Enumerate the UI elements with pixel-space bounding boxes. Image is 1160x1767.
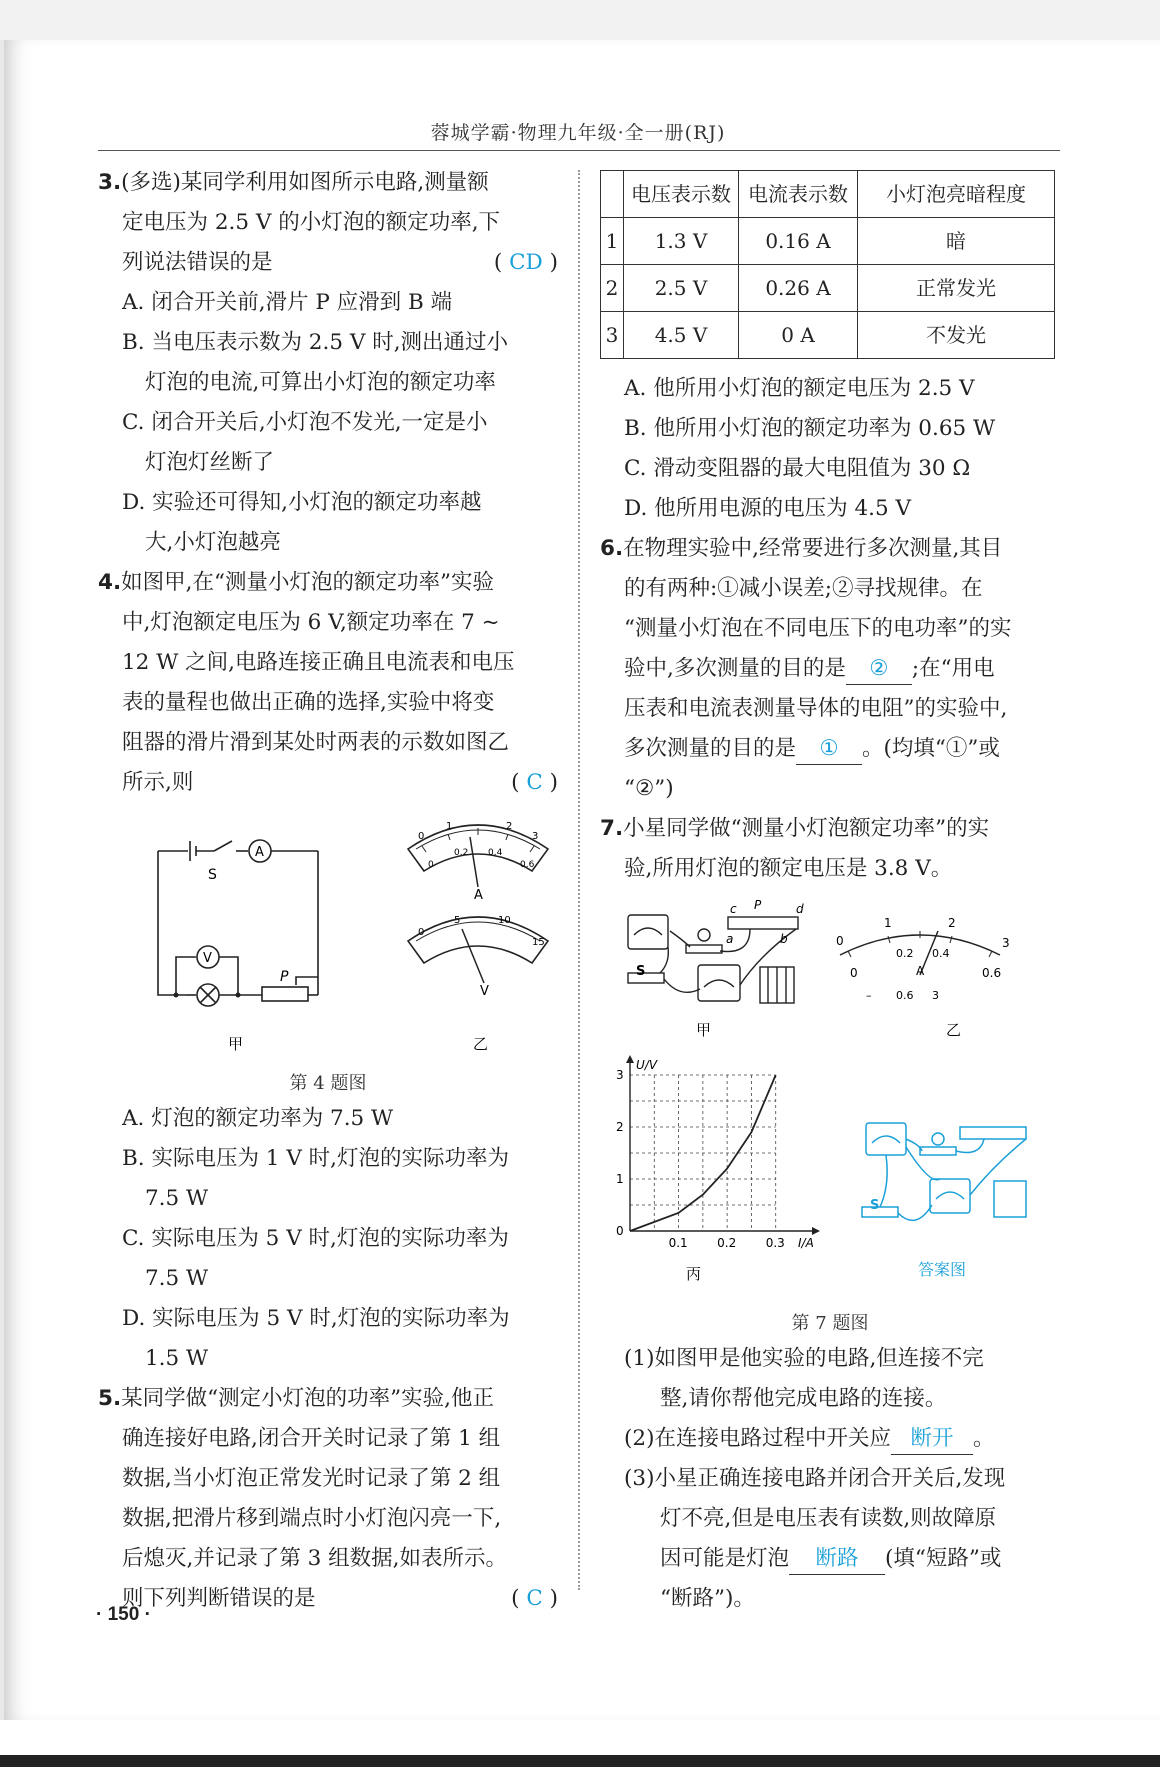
rheostat-body xyxy=(728,917,798,929)
q4-line-5: 阻器的滑片滑到某处时两表的示数如图乙 xyxy=(122,730,510,755)
svg-text:0: 0 xyxy=(418,831,425,842)
label-a-circuit: A xyxy=(255,845,264,860)
q7-ui-chart xyxy=(616,1055,820,1250)
y-axis-arrow xyxy=(626,1055,634,1063)
label-p: P xyxy=(280,969,289,985)
ammeter-dial xyxy=(408,821,548,903)
y-tick-label: 2 xyxy=(616,1120,624,1134)
x-tick-label: 0.2 xyxy=(717,1236,737,1250)
svg-text:P: P xyxy=(754,898,762,912)
svg-text:0: 0 xyxy=(836,934,844,948)
header-rule xyxy=(98,150,1060,151)
q3-line-2: 定电压为 2.5 V 的小灯泡的额定功率,下 xyxy=(122,210,501,235)
svg-text:b: b xyxy=(780,932,788,946)
q7-sub3-cont-3: “断路”)。 xyxy=(660,1586,755,1611)
q4-caption: 第 4 题图 xyxy=(289,1073,367,1094)
x-tick-label: 0.3 xyxy=(765,1236,785,1250)
label-s: S xyxy=(208,867,217,883)
y-axis-label: U/V xyxy=(636,1058,658,1072)
q5-line-2: 确连接好电路,闭合开关时记录了第 1 组 xyxy=(122,1426,501,1451)
svg-text:0.6: 0.6 xyxy=(896,989,914,1002)
q4-answer: ( C ) xyxy=(511,770,558,795)
svg-text:0.6: 0.6 xyxy=(520,860,535,870)
q3-line-1: 3.(多选)某同学利用如图所示电路,测量额 xyxy=(98,170,489,195)
q6-line-3: “测量小灯泡在不同电压下的电功率”的实 xyxy=(624,616,1012,641)
q6-line-1: 6.在物理实验中,经常要进行多次测量,其目 xyxy=(600,536,1003,561)
q4-option-d: D. 实际电压为 5 V 时,灯泡的实际功率为 xyxy=(122,1306,510,1331)
svg-text:a: a xyxy=(726,932,734,946)
q6-line-5: 压表和电流表测量导体的电阻”的实验中, xyxy=(624,696,1008,721)
svg-text:0: 0 xyxy=(428,860,434,870)
q3-number: 3. xyxy=(98,170,122,195)
q7-line-1: 7.小星同学做“测量小灯泡额定功率”的实 xyxy=(600,816,990,841)
q7-sub3-blank: 断路 xyxy=(789,1544,885,1575)
right-column xyxy=(600,170,1060,1619)
voltmeter-box xyxy=(628,915,668,949)
switch-blade xyxy=(214,841,232,851)
svg-text:0.6: 0.6 xyxy=(982,966,1002,980)
left-column xyxy=(98,163,558,1619)
q7-sub2: (2)在连接电路过程中开关应 断开 。 xyxy=(600,1419,1060,1459)
q6-line-7: “②”) xyxy=(624,776,674,801)
lamp-base xyxy=(686,945,722,953)
q7-answer-apparatus xyxy=(862,1123,1026,1220)
q7-caption: 第 7 题图 xyxy=(791,1313,869,1334)
q5-option-b: B. 他所用小灯泡的额定功率为 0.65 W xyxy=(624,416,996,441)
q4-option-b-cont: 7.5 W xyxy=(145,1186,209,1211)
svg-text:15: 15 xyxy=(532,937,545,948)
q6-blank-2: ① xyxy=(796,734,862,765)
q4-figure xyxy=(98,809,558,1069)
q3-option-c: C. 闭合开关后,小灯泡不发光,一定是小 xyxy=(122,410,488,435)
q4-line-4: 表的量程也做出正确的选择,实验中将变 xyxy=(122,690,495,715)
table-row: 2 2.5 V 0.26 A 正常发光 xyxy=(601,265,1055,312)
svg-text:3: 3 xyxy=(932,989,939,1002)
svg-text:10: 10 xyxy=(498,915,511,926)
q4-option-d-cont: 1.5 W xyxy=(145,1346,209,1371)
q3-option-d-cont: 大,小灯泡越亮 xyxy=(145,530,281,555)
label-yi: 乙 xyxy=(473,1035,489,1053)
q5-line-3: 数据,当小灯泡正常发光时记录了第 2 组 xyxy=(122,1466,501,1491)
svg-text:0: 0 xyxy=(850,966,858,980)
top-margin xyxy=(0,0,1160,40)
q3-option-c-cont: 灯泡灯丝断了 xyxy=(145,450,275,475)
q4-line-1: 4.如图甲,在“测量小灯泡的额定功率”实验 xyxy=(98,570,494,595)
q5-option-c: C. 滑动变阻器的最大电阻值为 30 Ω xyxy=(624,456,971,481)
q7-sub3-cont-1: 灯不亮,但是电压表有读数,则故障原 xyxy=(660,1506,997,1531)
svg-text:–: – xyxy=(866,989,872,1002)
table-row: 3 4.5 V 0 A 不发光 xyxy=(601,312,1055,359)
q4-line-2: 中,灯泡额定电压为 6 V,额定功率在 7 ~ xyxy=(122,610,500,635)
table-header-row: 电压表示数 电流表示数 小灯泡亮暗程度 xyxy=(601,171,1055,218)
svg-text:3: 3 xyxy=(1002,936,1010,950)
svg-text:5: 5 xyxy=(454,915,461,926)
svg-text:0: 0 xyxy=(418,927,425,938)
q7-sub3-cont-2: 因可能是灯泡 断路 (填“短路”或 xyxy=(600,1539,1060,1579)
svg-text:d: d xyxy=(796,902,804,916)
q6-blank-1: ② xyxy=(846,654,912,685)
svg-text:0.4: 0.4 xyxy=(932,947,950,960)
q7-line-2: 验,所用灯泡的额定电压是 3.8 V。 xyxy=(624,856,953,881)
q5-answer: ( C ) xyxy=(511,1586,558,1611)
label-answer-figure: 答案图 xyxy=(918,1260,967,1279)
svg-text:甲: 甲 xyxy=(696,1021,712,1039)
q5-line-4: 数据,把滑片移到端点时小灯泡闪亮一下, xyxy=(122,1506,502,1531)
q5-option-d: D. 他所用电源的电压为 4.5 V xyxy=(624,496,912,521)
voltmeter-dial xyxy=(408,915,548,999)
svg-text:1: 1 xyxy=(884,916,892,930)
svg-text:A: A xyxy=(916,964,925,978)
svg-text:S: S xyxy=(870,1198,880,1213)
q6-line-4: 验中,多次测量的目的是 ② ;在“用电 xyxy=(600,649,1060,689)
q3-answer: ( CD ) xyxy=(493,250,558,275)
label-jia: 甲 xyxy=(228,1035,244,1053)
page-number: · 150 · xyxy=(96,1604,151,1625)
q6-line-6: 多次测量的目的是 ① 。(均填“①”或 xyxy=(600,729,1060,769)
q5-number: 5. xyxy=(98,1386,122,1411)
svg-text:0.2: 0.2 xyxy=(454,848,469,858)
q7-number: 7. xyxy=(600,816,624,841)
y-tick-label: 1 xyxy=(616,1172,624,1186)
q7-sub2-blank: 断开 xyxy=(891,1424,973,1455)
svg-text:丙: 丙 xyxy=(686,1265,702,1283)
q4-option-c-cont: 7.5 W xyxy=(145,1266,209,1291)
q6-number: 6. xyxy=(600,536,624,561)
svg-text:2: 2 xyxy=(948,916,956,930)
column-divider xyxy=(578,170,580,1590)
table-row: 1 1.3 V 0.16 A 暗 xyxy=(601,218,1055,265)
q5-option-a: A. 他所用小灯泡的额定电压为 2.5 V xyxy=(624,376,975,401)
running-header: 蓉城学霸·物理九年级·全一册(RJ) xyxy=(430,122,726,144)
q4-number: 4. xyxy=(98,570,122,595)
bottom-bar xyxy=(0,1755,1160,1767)
svg-text:V: V xyxy=(480,984,489,999)
q4-option-a: A. 灯泡的额定功率为 7.5 W xyxy=(122,1106,394,1131)
q5-line-5: 后熄灭,并记录了第 3 组数据,如表所示。 xyxy=(122,1546,508,1571)
q6-line-2: 的有两种:①减小误差;②寻找规律。在 xyxy=(624,576,983,601)
svg-text:2: 2 xyxy=(506,821,513,832)
svg-text:c: c xyxy=(730,902,737,916)
wire-left xyxy=(158,851,186,995)
label-v-circuit: V xyxy=(203,951,212,966)
svg-text:3: 3 xyxy=(532,831,539,842)
q5-table xyxy=(600,170,1055,359)
q7-sub1-cont: 整,请你帮他完成电路的连接。 xyxy=(660,1386,947,1411)
q3-option-a: A. 闭合开关前,滑片 P 应滑到 B 端 xyxy=(122,290,453,315)
x-axis-arrow xyxy=(812,1227,820,1235)
q4-line-3: 12 W 之间,电路连接正确且电流表和电压 xyxy=(122,650,515,675)
x-axis-label: I/A xyxy=(798,1236,814,1250)
svg-text:乙: 乙 xyxy=(946,1021,962,1039)
q7-sub3: (3)小星正确连接电路并闭合开关后,发现 xyxy=(624,1466,1006,1491)
q7-apparatus-jia xyxy=(628,915,798,1003)
q4-option-c: C. 实际电压为 5 V 时,灯泡的实际功率为 xyxy=(122,1226,509,1251)
q3-option-b-cont: 灯泡的电流,可算出小灯泡的额定功率 xyxy=(145,370,496,395)
switch-base xyxy=(628,973,664,983)
rheostat-symbol xyxy=(262,987,308,1001)
svg-text:A: A xyxy=(474,888,483,903)
q3-option-b: B. 当电压表示数为 2.5 V 时,测出通过小 xyxy=(122,330,509,355)
q7-figure xyxy=(600,895,1060,1315)
svg-text:S: S xyxy=(636,964,646,979)
y-tick-label: 3 xyxy=(616,1068,624,1082)
svg-text:0.4: 0.4 xyxy=(488,848,503,858)
y-tick-label: 0 xyxy=(616,1224,624,1238)
svg-text:0.2: 0.2 xyxy=(896,947,914,960)
svg-text:1: 1 xyxy=(446,821,453,832)
q3-line-3: 列说法错误的是 ( CD ) xyxy=(98,243,558,283)
q4-option-b: B. 实际电压为 1 V 时,灯泡的实际功率为 xyxy=(122,1146,510,1171)
q3-option-d: D. 实验还可得知,小灯泡的额定功率越 xyxy=(122,490,482,515)
lamp-bulb xyxy=(698,929,710,941)
q7-sub1: (1)如图甲是他实验的电路,但连接不完 xyxy=(624,1346,984,1371)
q5-line-6: 则下列判断错误的是 ( C ) xyxy=(98,1579,558,1619)
q4-line-6: 所示,则 ( C ) xyxy=(98,763,558,803)
q5-line-1: 5.某同学做“测定小灯泡的功率”实验,他正 xyxy=(98,1386,494,1411)
ammeter-box xyxy=(698,965,740,1001)
x-tick-label: 0.1 xyxy=(668,1236,688,1250)
